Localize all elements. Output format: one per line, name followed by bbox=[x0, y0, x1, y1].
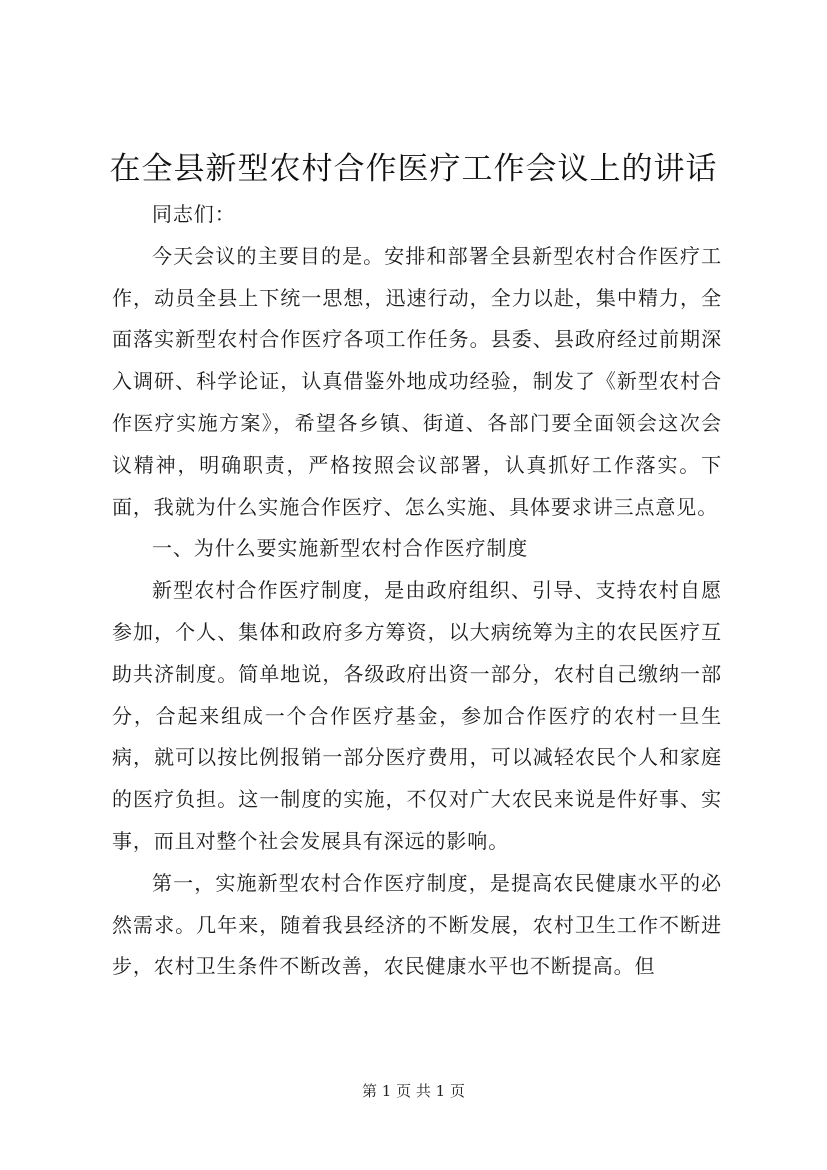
page-footer: 第 1 页 共 1 页 bbox=[362, 1082, 465, 1100]
salutation: 同志们： bbox=[152, 202, 236, 226]
paragraph-intro: 今天会议的主要目的是。安排和部署全县新型农村合作医疗工作，动员全县上下统一思想，迅速行动，全力以赴，集中精力，全面落实新型农村合作医疗各项工作任务。县委、县政府经过前期深入调研、科学论证，认真借鉴外地成功经验，制发了《新型农村合作医疗实施方案》，希望各乡镇、街道、各部门要全面领会这次会议精神，明确职责，严格按照会议部署，认真抓好工作落实。下面，我就为什么实施合作医疗、怎么实施、具体要求讲三点意见。 bbox=[112, 243, 722, 519]
document-body bbox=[112, 194, 722, 988]
paragraph-definition: 新型农村合作医疗制度，是由政府组织、引导、支持农村自愿参加，个人、集体和政府多方筹资，以大病统筹为主的农民医疗互助共济制度。简单地说，各级政府出资一部分，农村自己缴纳一部分，合起来组成一个合作医疗基金，参加合作医疗的农村一旦生病，就可以按比例报销一部分医疗费用，可以减轻农民个人和家庭的医疗负担。这一制度的实施，不仅对广大农民来说是件好事、实事，而且对整个社会发展具有深远的影响。 bbox=[112, 578, 722, 853]
document-title: 在全县新型农村合作医疗工作会议上的讲话 bbox=[109, 151, 718, 187]
paragraph-first-point: 第一，实施新型农村合作医疗制度，是提高农民健康水平的必然需求。几年来，随着我县经济的不断发展，农村卫生工作不断进步，农村卫生条件不断改善，农民健康水平也不断提高。但 bbox=[112, 870, 722, 979]
section-heading-1: 一、为什么要实施新型农村合作医疗制度 bbox=[152, 536, 529, 561]
